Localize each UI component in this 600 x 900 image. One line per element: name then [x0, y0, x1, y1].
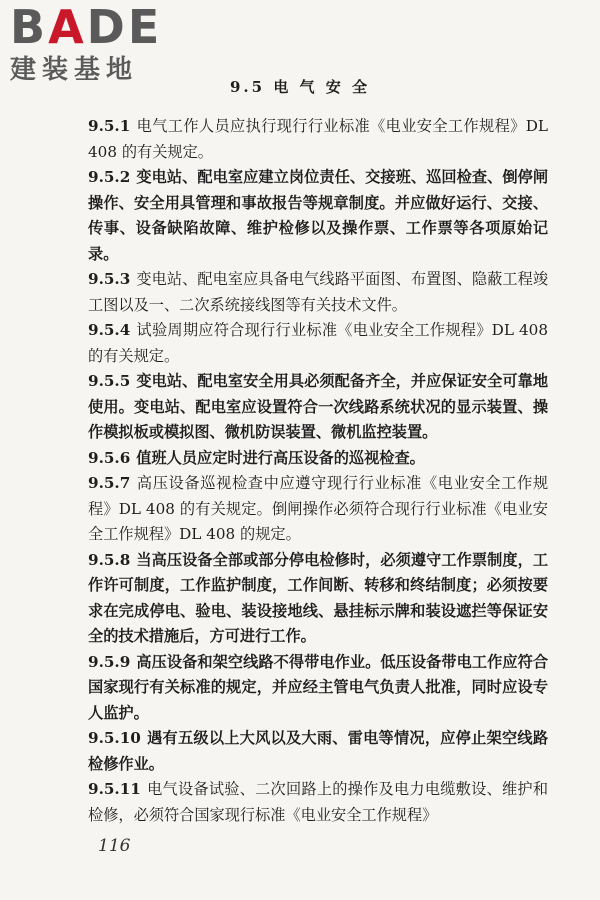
- clause-number: 9.5.10: [88, 729, 141, 747]
- clause-9-5-9: [88, 650, 548, 727]
- clause-text: 电气工作人员应执行现行行业标准《电业安全工作规程》DL 408 的有关规定。: [88, 117, 548, 161]
- clause-9-5-11: [88, 777, 548, 828]
- clause-number: 9.5.5: [88, 372, 131, 390]
- clause-number: 9.5.3: [88, 270, 131, 288]
- clause-9-5-10: [88, 726, 548, 777]
- clause-number: 9.5.11: [88, 780, 141, 798]
- logo-letter-b: B: [10, 0, 49, 54]
- clause-number: 9.5.1: [88, 117, 131, 135]
- clause-number: 9.5.8: [88, 550, 131, 569]
- clause-text: 电气设备试验、二次回路上的操作及电力电缆敷设、维护和检修，必须符合国家现行标准《电业安全工作规程》: [88, 780, 548, 824]
- bade-logo: [10, 2, 185, 86]
- logo-wordmark: [10, 2, 185, 52]
- clause-9-5-3: [88, 267, 548, 318]
- clause-9-5-5: [88, 369, 548, 446]
- clause-number: 9.5.9: [88, 652, 131, 671]
- clause-text: 变电站、配电室应建立岗位责任、交接班、巡回检查、倒停闸操作、安全用具管理和事故报告等规章制度。并应做好运行、交接、传事、设备缺陷故障、维护检修以及操作票、工作票等各项原始记录。: [88, 168, 548, 263]
- clause-number: 9.5.7: [88, 474, 131, 492]
- logo-letters-de: DE: [86, 0, 163, 54]
- clause-text: 当高压设备全部或部分停电检修时，必须遵守工作票制度，工作许可制度，工作监护制度，工作间断、转移和终结制度；必须按要求在完成停电、验电、装设接地线、悬挂标示牌和装设遮拦等保证安全的技术措施后，方可进行工作。: [88, 550, 548, 645]
- clause-number: 9.5.2: [88, 168, 131, 186]
- clause-9-5-6: [88, 446, 548, 472]
- clause-9-5-4: [88, 318, 548, 369]
- clause-9-5-8: [88, 548, 548, 650]
- section-title: 9.5 电 气 安 全: [230, 78, 370, 96]
- clause-number: 9.5.6: [88, 448, 131, 467]
- clause-9-5-7: [88, 471, 548, 548]
- clause-9-5-1: [88, 114, 548, 165]
- clause-text: 高压设备巡视检查中应遵守现行行业标准《电业安全工作规程》DL 408 的有关规定。倒闸操作必须符合现行行业标准《电业安全工作规程》DL 408 的规定。: [88, 474, 548, 543]
- clause-text: 变电站、配电室安全用具必须配备齐全，并应保证安全可靠地使用。变电站、配电室应设置符合一次线路系统状况的显示装置、操作模拟板或模拟图、微机防误装置、微机监控装置。: [88, 372, 548, 441]
- page-number: 116: [98, 836, 131, 856]
- clause-text: 遇有五级以上大风以及大雨、雷电等情况，应停止架空线路检修作业。: [88, 729, 548, 773]
- clause-9-5-2: [88, 165, 548, 267]
- clause-text: 试验周期应符合现行行业标准《电业安全工作规程》DL 408的有关规定。: [88, 321, 548, 365]
- logo-subtitle: 建装基地: [10, 55, 139, 85]
- clause-number: 9.5.4: [88, 321, 131, 339]
- clause-text: 值班人员应定时进行高压设备的巡视检查。: [136, 448, 425, 467]
- clause-text: 高压设备和架空线路不得带电作业。低压设备带电工作应符合国家现行有关标准的规定，并应经主管电气负责人批准，同时应设专人监护。: [88, 652, 548, 722]
- clause-list: [88, 114, 548, 828]
- logo-letter-a: A: [48, 0, 87, 54]
- clause-text: 变电站、配电室应具备电气线路平面图、布置图、隐蔽工程竣工图以及一、二次系统接线图等有关技术文件。: [88, 270, 548, 314]
